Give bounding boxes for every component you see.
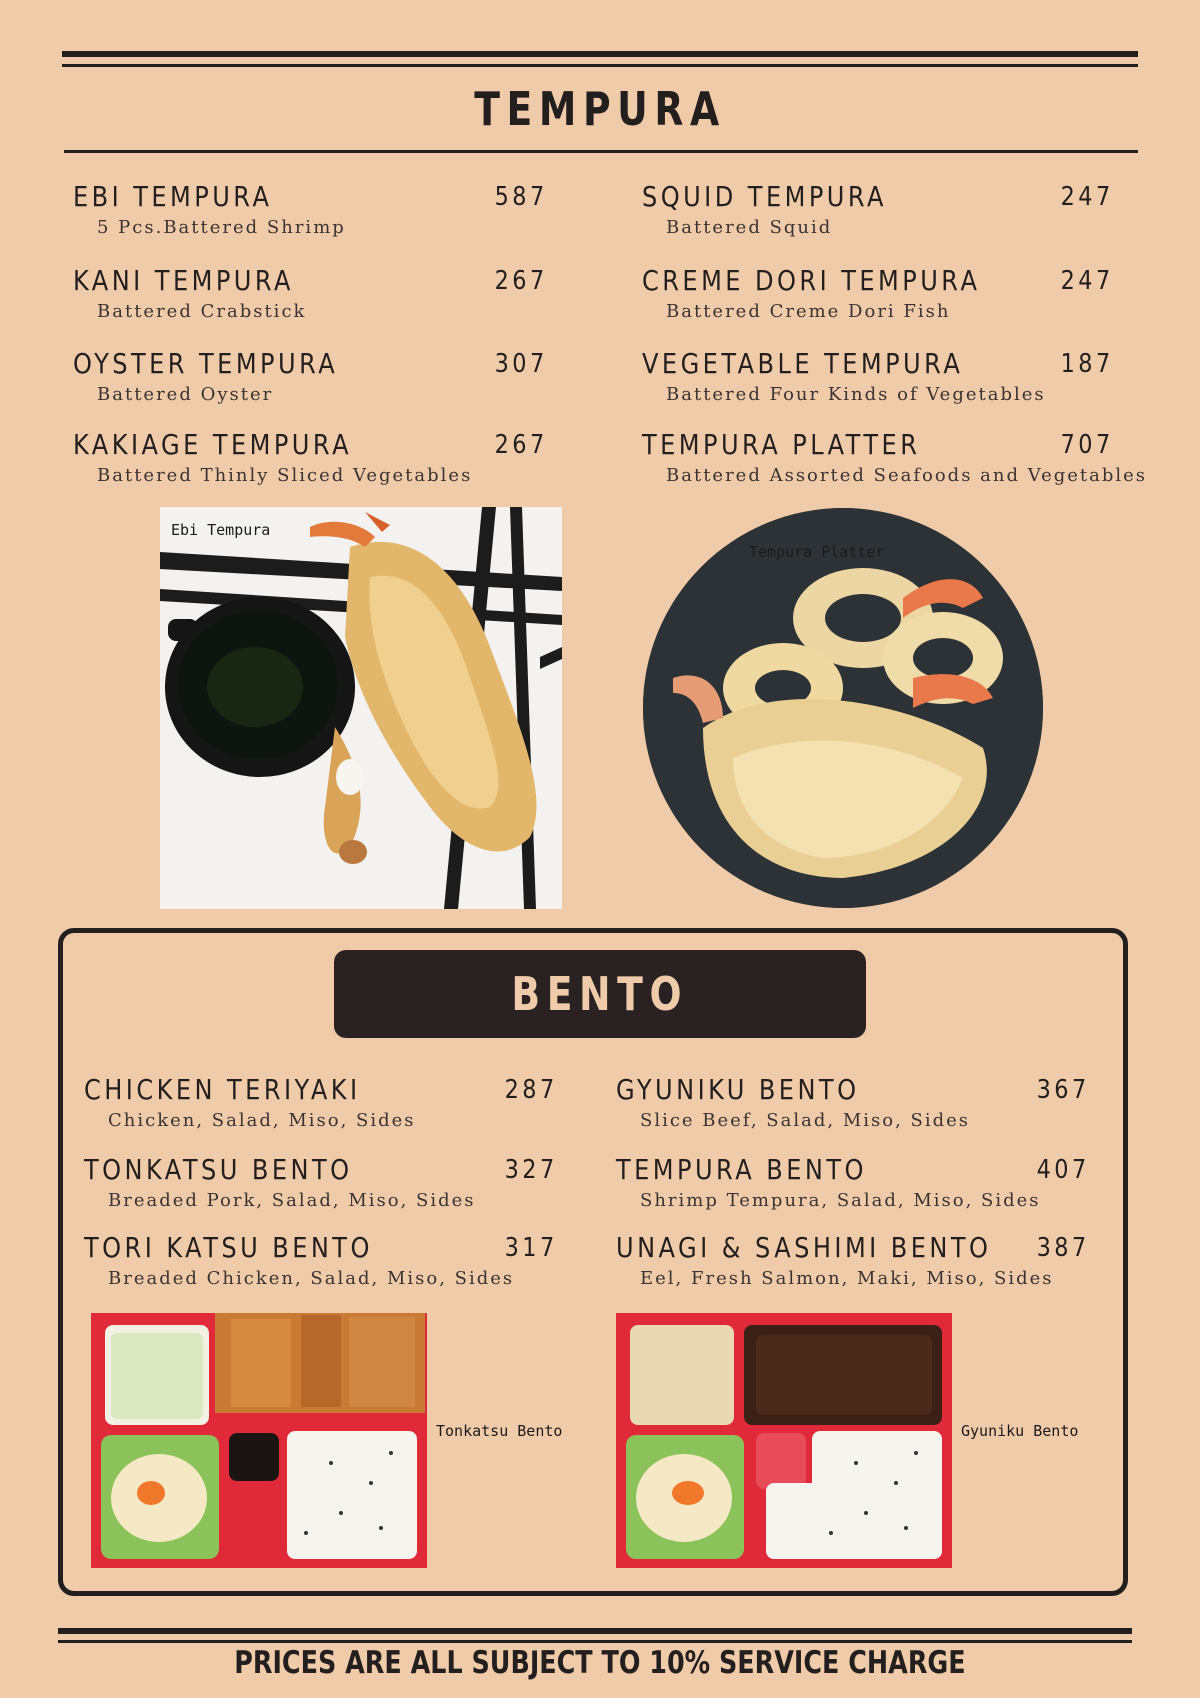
item-name: OYSTER TEMPURA: [73, 347, 339, 380]
service-charge-text: PRICES ARE ALL SUBJECT TO 10% SERVICE CHARGE: [234, 1645, 966, 1681]
menu-item: [642, 264, 1114, 324]
item-description: Battered Creme Dori Fish: [666, 301, 951, 322]
item-description: Shrimp Tempura, Salad, Miso, Sides: [640, 1190, 1041, 1211]
menu-item: [73, 347, 548, 407]
item-description: Slice Beef, Salad, Miso, Sides: [640, 1110, 971, 1131]
menu-item: [642, 428, 1148, 488]
item-description: Battered Thinly Sliced Vegetables: [97, 465, 473, 486]
item-price: 707: [1060, 430, 1114, 460]
menu-item: [73, 264, 548, 324]
item-price: 267: [494, 430, 548, 460]
item-price: 187: [1060, 349, 1114, 379]
item-description: Battered Assorted Seafoods and Vegetables: [666, 465, 1148, 486]
item-name: CHICKEN TERIYAKI: [84, 1073, 361, 1106]
item-name: KANI TEMPURA: [73, 264, 294, 297]
item-name: SQUID TEMPURA: [642, 180, 887, 213]
menu-item: [642, 180, 1114, 240]
menu-item: [616, 1153, 1090, 1213]
item-price: 247: [1060, 266, 1114, 296]
item-price: 367: [1036, 1075, 1090, 1105]
item-description: Battered Crabstick: [97, 301, 307, 322]
item-name: GYUNIKU BENTO: [616, 1073, 860, 1106]
tempura-platter-caption: Tempura Platter: [749, 543, 885, 561]
bottom-rule-thick: [58, 1628, 1132, 1634]
top-rule-thin: [62, 64, 1138, 67]
menu-item: [642, 347, 1114, 407]
ebi-tempura-caption: Ebi Tempura: [171, 521, 271, 539]
item-price: 287: [504, 1075, 558, 1105]
item-name: TEMPURA PLATTER: [642, 428, 921, 461]
item-price: 317: [504, 1233, 558, 1263]
item-name: TORI KATSU BENTO: [84, 1231, 373, 1264]
menu-item: [73, 428, 548, 488]
item-price: 407: [1036, 1155, 1090, 1185]
tempura-platter-photo: [643, 508, 1043, 908]
menu-item: [84, 1231, 558, 1291]
item-name: TONKATSU BENTO: [84, 1153, 353, 1186]
item-price: 327: [504, 1155, 558, 1185]
menu-item: [84, 1073, 558, 1133]
menu-item: [616, 1073, 1090, 1133]
bento-title: BENTO: [511, 967, 689, 1021]
item-price: 247: [1060, 182, 1114, 212]
item-name: EBI TEMPURA: [73, 180, 273, 213]
item-description: Battered Four Kinds of Vegetables: [666, 384, 1046, 405]
bento-title-banner: [334, 950, 866, 1038]
service-charge-notice: [0, 1643, 1200, 1683]
item-description: Breaded Chicken, Salad, Miso, Sides: [108, 1268, 515, 1289]
item-name: UNAGI & SASHIMI BENTO: [616, 1231, 992, 1264]
item-price: 267: [494, 266, 548, 296]
item-price: 307: [494, 349, 548, 379]
item-name: TEMPURA BENTO: [616, 1153, 867, 1186]
item-name: VEGETABLE TEMPURA: [642, 347, 964, 380]
gyuniku-bento-photo: [616, 1313, 952, 1568]
item-description: 5 Pcs.Battered Shrimp: [97, 217, 346, 238]
tempura-title: TEMPURA: [474, 82, 726, 136]
ebi-tempura-photo: [160, 507, 562, 909]
item-description: Eel, Fresh Salmon, Maki, Miso, Sides: [640, 1268, 1054, 1289]
item-price: 587: [494, 182, 548, 212]
item-name: CREME DORI TEMPURA: [642, 264, 981, 297]
item-description: Chicken, Salad, Miso, Sides: [108, 1110, 416, 1131]
menu-item: [84, 1153, 558, 1213]
top-rule-thick: [62, 51, 1138, 57]
menu-item: [73, 180, 548, 240]
item-description: Breaded Pork, Salad, Miso, Sides: [108, 1190, 476, 1211]
item-name: KAKIAGE TEMPURA: [73, 428, 352, 461]
menu-item: [616, 1231, 1090, 1291]
item-description: Battered Squid: [666, 217, 833, 238]
tonkatsu-bento-caption: Tonkatsu Bento: [436, 1422, 563, 1440]
tempura-title-underline: [64, 150, 1138, 153]
tonkatsu-bento-photo: [91, 1313, 427, 1568]
item-price: 387: [1036, 1233, 1090, 1263]
gyuniku-bento-caption: Gyuniku Bento: [961, 1422, 1079, 1440]
item-description: Battered Oyster: [97, 384, 274, 405]
